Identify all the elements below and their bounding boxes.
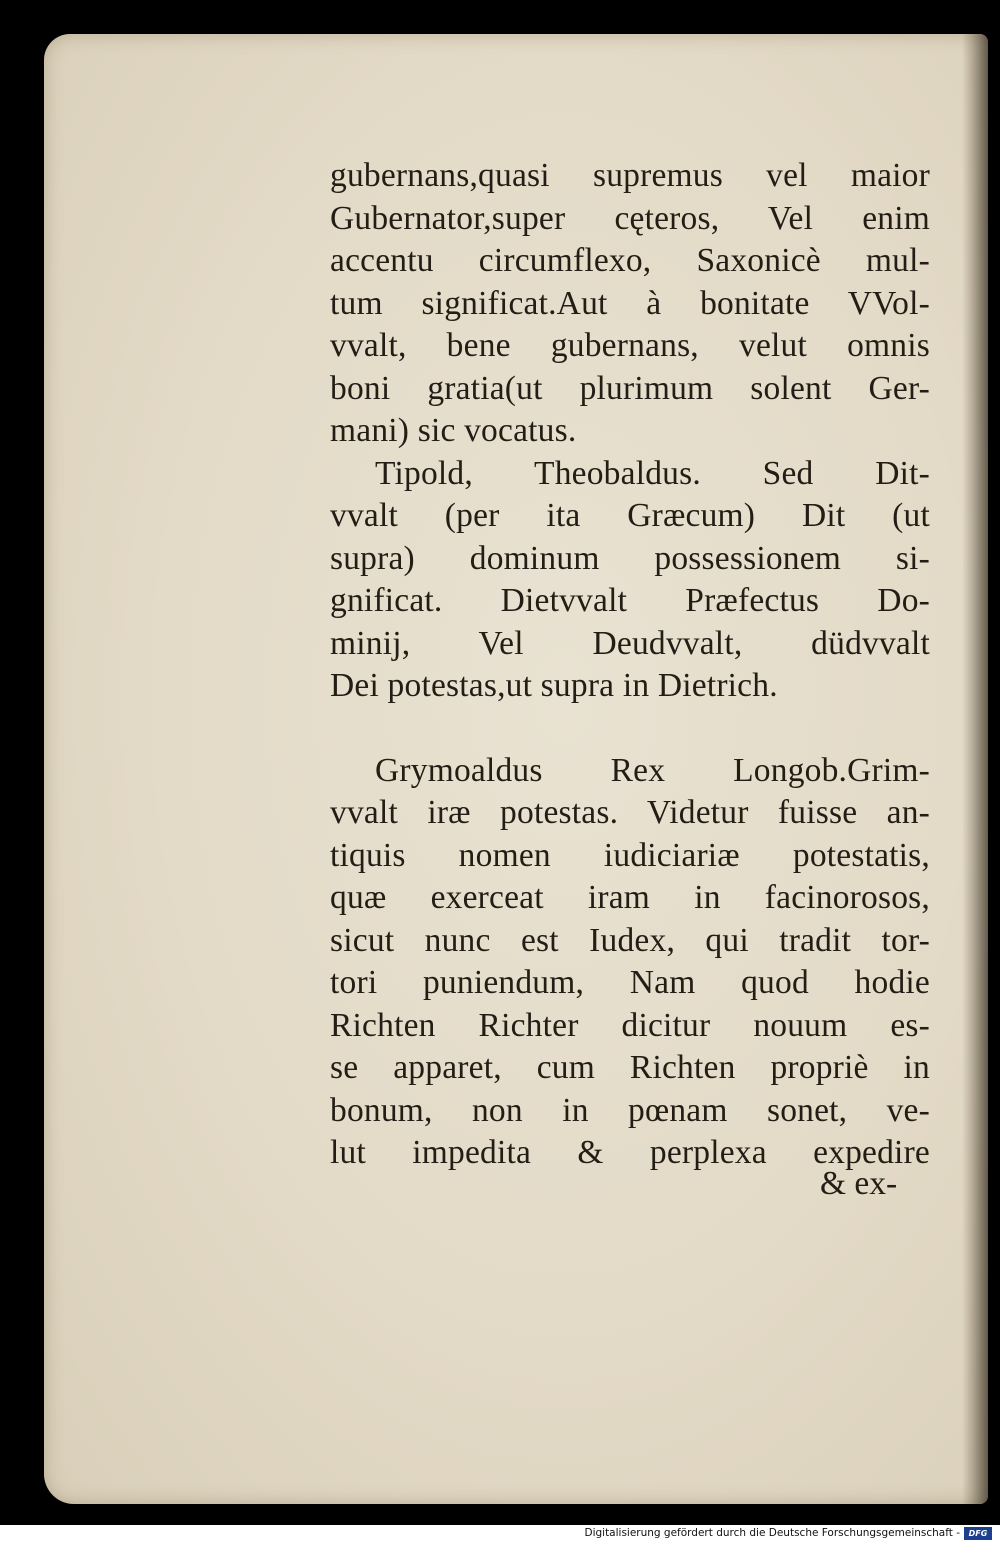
text-line: Richten Richter dicitur nouum es-	[330, 1006, 930, 1044]
text-line: gnificat. Dietvvalt Præfectus Do-	[330, 582, 930, 619]
text-line: vvalt iræ potestas. Videtur fuisse an-	[330, 794, 930, 831]
text-line: sicut nunc est Iudex, qui tradit tor-	[330, 921, 930, 959]
text-line: minij, Vel Deudvvalt, düdvvalt	[330, 624, 930, 662]
text-line: lut impedita & perplexa expedire	[330, 1134, 930, 1171]
text-line: Gubernator,super cęteros, Vel enim	[330, 199, 930, 237]
text-line: supra) dominum possessionem si-	[330, 539, 930, 577]
paragraph-gap	[330, 708, 930, 750]
funding-credit: Digitalisierung gefördert durch die Deutsche Forschungsgemeinschaft -	[584, 1527, 960, 1539]
page-text	[330, 155, 930, 1175]
text-line: gubernans,quasi supremus vel maior	[330, 157, 930, 194]
text-line: Grymoaldus Rex Longob.Grim-	[375, 751, 930, 789]
text-line: accentu circumflexo, Saxonicè mul-	[330, 242, 930, 279]
text-line: Dei potestas,ut supra in Dietrich.	[330, 667, 778, 704]
page-edge-shadow	[962, 34, 988, 1504]
text-line: quæ exerceat iram in facinorosos,	[330, 879, 930, 916]
text-line: se apparet, cum Richten propriè in	[330, 1049, 930, 1086]
footer-bar	[0, 1525, 1000, 1543]
text-line: boni gratia(ut plurimum solent Ger-	[330, 369, 930, 407]
text-line: bonum, non in pœnam sonet, ve-	[330, 1091, 930, 1129]
dfg-logo-icon: DFG	[964, 1527, 992, 1540]
text-line: tiquis nomen iudiciariæ potestatis,	[330, 836, 930, 874]
text-line: vvalt (per ita Græcum) Dit (ut	[330, 497, 930, 534]
text-line: mani) sic vocatus.	[330, 412, 577, 449]
catchword: & ex-	[820, 1165, 898, 1202]
text-line: tum significat.Aut à bonitate VVol-	[330, 284, 930, 322]
text-line: vvalt, bene gubernans, velut omnis	[330, 327, 930, 364]
text-line: tori puniendum, Nam quod hodie	[330, 964, 930, 1001]
text-line: Tipold, Theobaldus. Sed Dit-	[375, 454, 930, 492]
